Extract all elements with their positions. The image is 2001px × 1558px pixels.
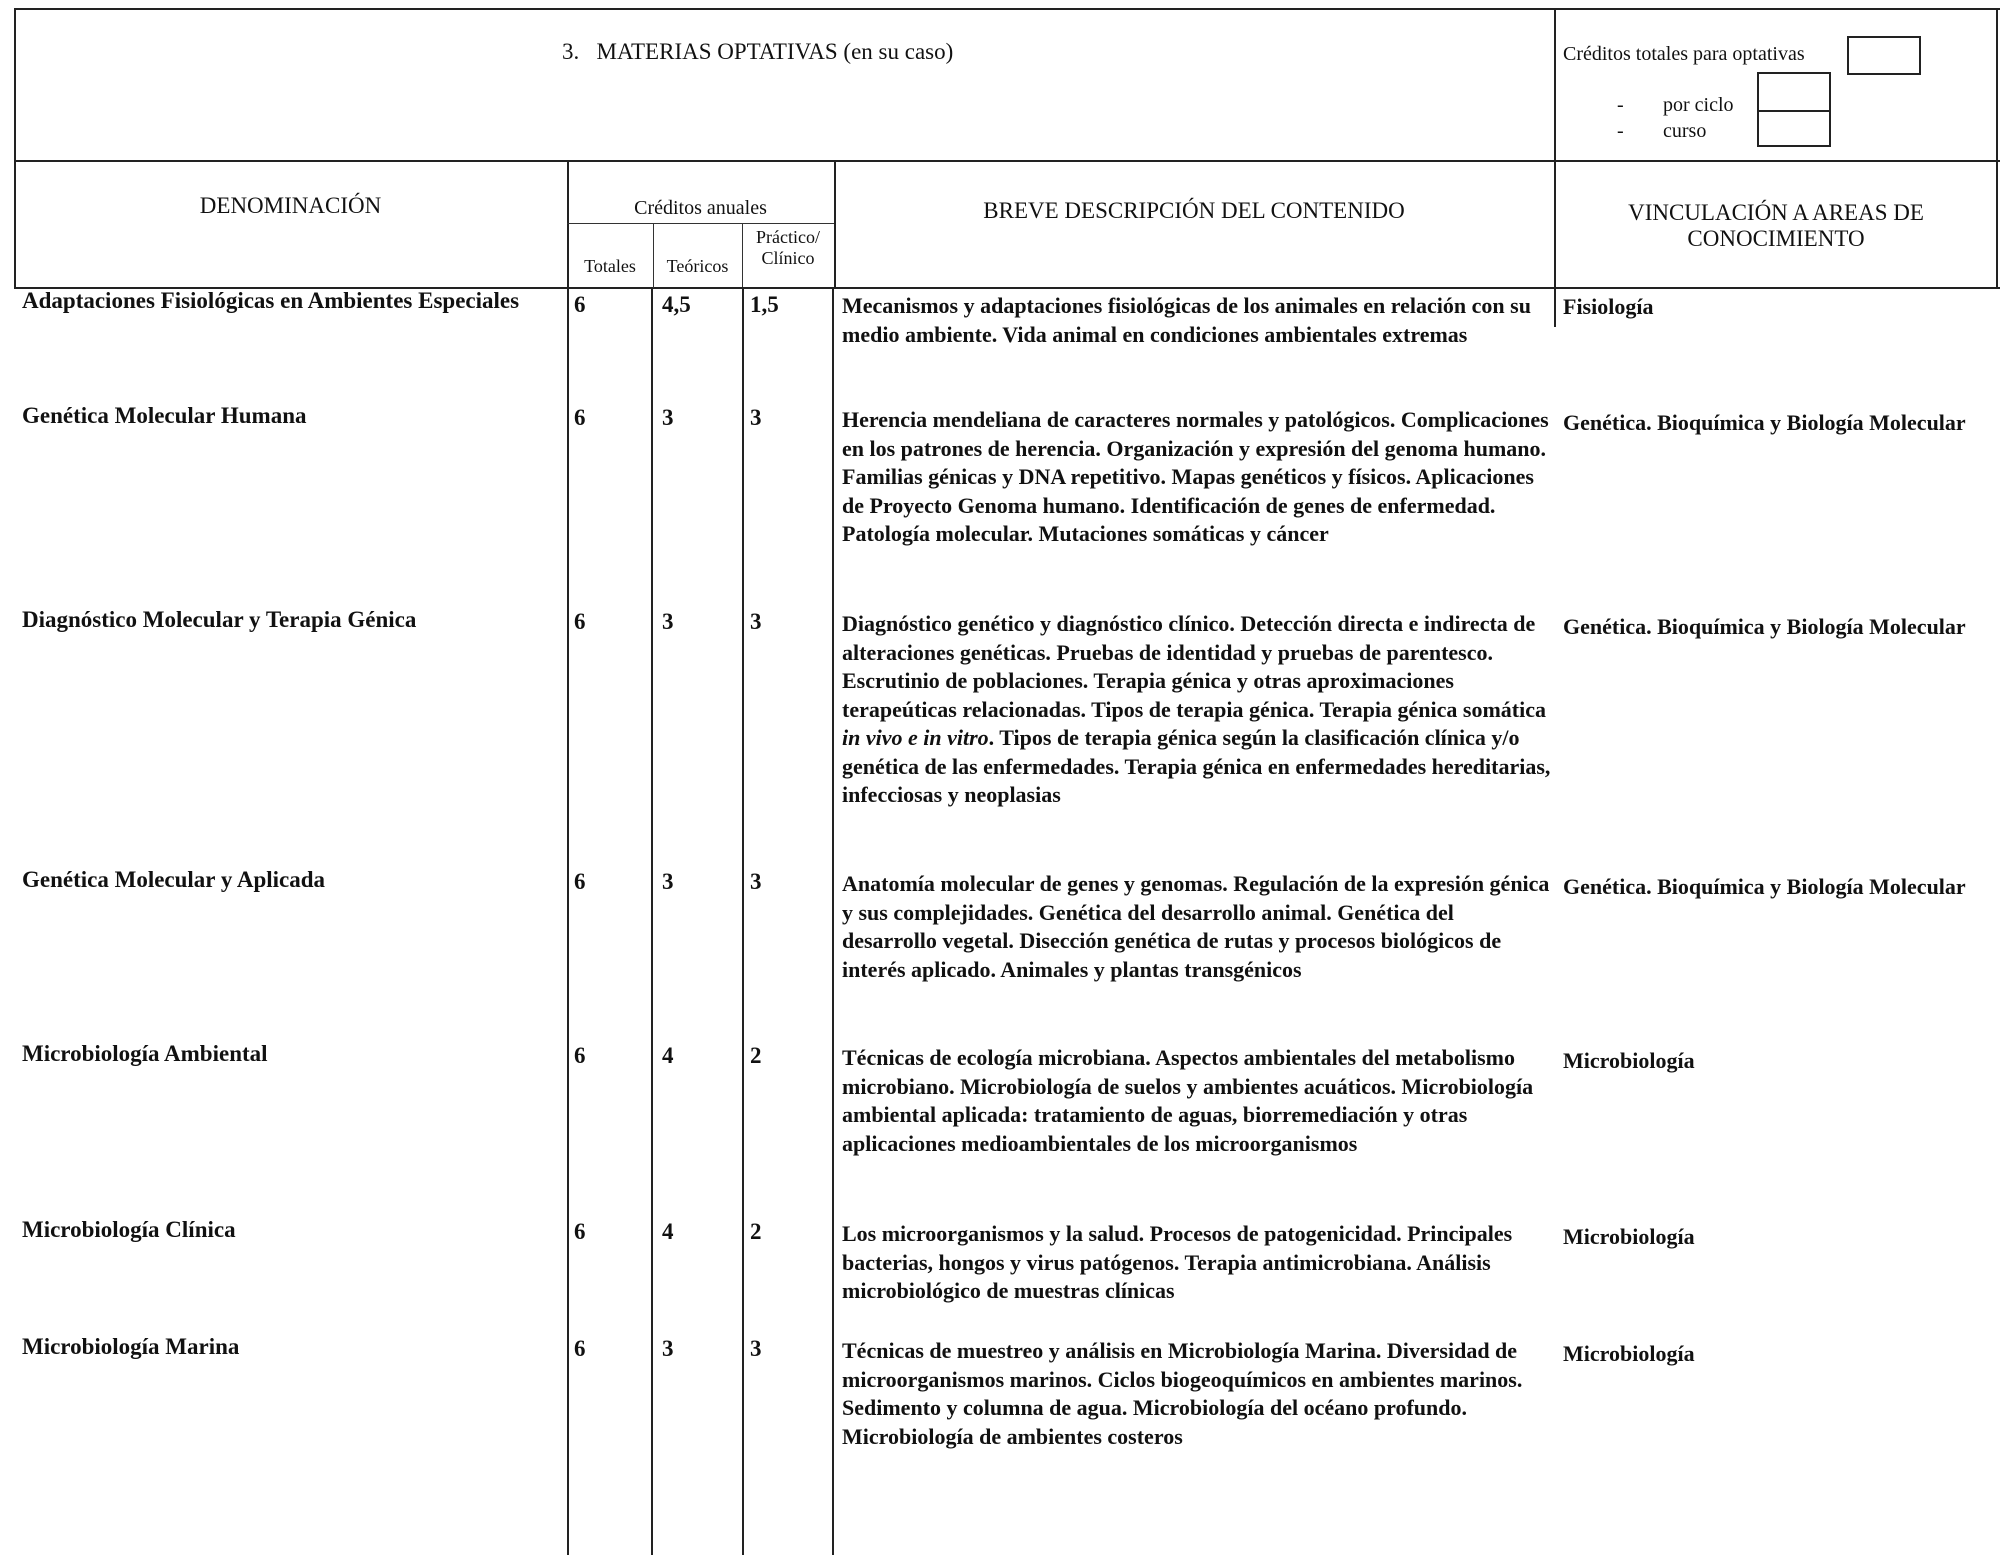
header-practico-line2: Clínico xyxy=(761,248,815,268)
row-area: Fisiología xyxy=(1563,294,1654,319)
row-teoricos: 3 xyxy=(662,405,674,430)
curso-field[interactable] xyxy=(1757,110,1831,147)
row-teoricos: 3 xyxy=(662,609,674,634)
row-name: Diagnóstico Molecular y Terapia Génica xyxy=(22,607,417,632)
row-practicos: 3 xyxy=(750,1336,762,1361)
header-denominacion: DENOMINACIÓN xyxy=(199,193,382,218)
header-vinculacion xyxy=(1556,200,1996,252)
credits-total-label: Créditos totales para optativas xyxy=(1563,43,1805,65)
row-name: Genética Molecular y Aplicada xyxy=(22,867,326,892)
row-practicos: 2 xyxy=(750,1043,762,1068)
row-description: Los microorganismos y la salud. Procesos de patogenicidad. Principales bacterias, hongos y virus patógenos. Terapia antimicrobiana. Análisis microbiológico de muestras clínicas xyxy=(842,1221,1513,1303)
row-name: Microbiología Ambiental xyxy=(22,1041,268,1066)
row-area: Genética. Bioquímica y Biología Molecular xyxy=(1563,410,1966,435)
row-totales: 6 xyxy=(574,292,586,317)
header-practico xyxy=(742,227,834,269)
row-practicos: 3 xyxy=(750,869,762,894)
section-title-text: MATERIAS OPTATIVAS (en su caso) xyxy=(596,39,954,64)
header-totales: Totales xyxy=(584,256,636,276)
row-teoricos: 3 xyxy=(662,1336,674,1361)
row-description: Técnicas de muestreo y análisis en Microbiología Marina. Diversidad de microorganismos marinos. Ciclos biogeoquímicos en ambientes marinos. Sedimento y columna de agua. Microbiología del océano profundo. Microbiología de ambientes costeros xyxy=(842,1338,1523,1449)
row-totales: 6 xyxy=(574,1336,586,1361)
row-teoricos: 4,5 xyxy=(662,292,691,317)
row-description: Mecanismos y adaptaciones fisiológicas de los animales en relación con su medio ambiente. Vida animal en condiciones ambientales extremas xyxy=(842,293,1531,347)
header-creditos-anuales: Créditos anuales xyxy=(634,197,767,219)
row-description-part: Diagnóstico genético y diagnóstico clínico. Detección directa e indirecta de alteraciones genéticas. Pruebas de identidad y pruebas de parentesco. Escrutinio de poblaciones. Terapia génica y otras aproximaciones terapeúticas relacionadas. Tipos de terapia génica. Terapia génica somática xyxy=(842,611,1546,722)
row-practicos: 1,5 xyxy=(750,292,779,317)
row-teoricos: 4 xyxy=(662,1043,674,1068)
row-area: Microbiología xyxy=(1563,1224,1695,1249)
por-ciclo-label: por ciclo xyxy=(1663,94,1734,116)
row-description: Herencia mendeliana de caracteres normales y patológicos. Complicaciones en los patrones de herencia. Organización y expresión del genoma humano. Familias génicas y DNA repetitivo. Mapas genéticos y físicos. Aplicaciones de Proyecto Genoma humano. Identificación de genes de enfermedad. Patología molecular. Mutaciones somáticas y cáncer xyxy=(842,407,1549,546)
header-vinculacion-line1: VINCULACIÓN A AREAS DE xyxy=(1628,200,1924,225)
row-area: Microbiología xyxy=(1563,1048,1695,1073)
row-teoricos: 3 xyxy=(662,869,674,894)
row-totales: 6 xyxy=(574,1219,586,1244)
row-description: Técnicas de ecología microbiana. Aspectos ambientales del metabolismo microbiano. Microbiología de suelos y ambientes acuáticos. Microbiología ambiental aplicada: tratamiento de aguas, biorremediación y otras aplicaciones medioambientales de los microorganismos xyxy=(842,1045,1534,1156)
dash-2: - xyxy=(1617,120,1624,142)
row-totales: 6 xyxy=(574,1043,586,1068)
row-name: Genética Molecular Humana xyxy=(22,403,307,428)
header-practico-line1: Práctico/ xyxy=(756,227,820,247)
row-name: Microbiología Marina xyxy=(22,1334,240,1359)
section-number: 3. xyxy=(562,39,580,64)
row-name: Microbiología Clínica xyxy=(22,1217,236,1242)
row-practicos: 3 xyxy=(750,405,762,430)
row-practicos: 2 xyxy=(750,1219,762,1244)
row-practicos: 3 xyxy=(750,609,762,634)
row-description-part: . Tipos de terapia génica según la clasificación clínica y/o genética de las enfermedades. Terapia génica en enfermedades hereditarias, infecciosas y neoplasias xyxy=(842,725,1551,807)
dash-1: - xyxy=(1617,94,1624,116)
row-totales: 6 xyxy=(574,405,586,430)
row-teoricos: 4 xyxy=(662,1219,674,1244)
section-title xyxy=(562,39,953,65)
row-totales: 6 xyxy=(574,609,586,634)
row-area: Genética. Bioquímica y Biología Molecular xyxy=(1563,874,1966,899)
header-descripcion: BREVE DESCRIPCIÓN DEL CONTENIDO xyxy=(983,198,1405,223)
curso-label: curso xyxy=(1663,120,1707,142)
header-teoricos: Teóricos xyxy=(666,256,729,276)
por-ciclo-field[interactable] xyxy=(1757,72,1831,114)
credits-total-field[interactable] xyxy=(1847,36,1921,75)
row-description-italic: in vivo e in vitro xyxy=(842,725,989,750)
row-description: Anatomía molecular de genes y genomas. Regulación de la expresión génica y sus complejidades. Genética del desarrollo animal. Genética del desarrollo vegetal. Disección genética de rutas y procesos biológicos de interés aplicado. Animales y plantas transgénicos xyxy=(842,871,1550,982)
row-name: Adaptaciones Fisiológicas en Ambientes Especiales xyxy=(22,288,520,313)
row-area: Microbiología xyxy=(1563,1341,1695,1366)
row-area: Genética. Bioquímica y Biología Molecular xyxy=(1563,614,1966,639)
row-description xyxy=(842,610,1552,810)
row-totales: 6 xyxy=(574,869,586,894)
header-vinculacion-line2: CONOCIMIENTO xyxy=(1687,226,1865,251)
